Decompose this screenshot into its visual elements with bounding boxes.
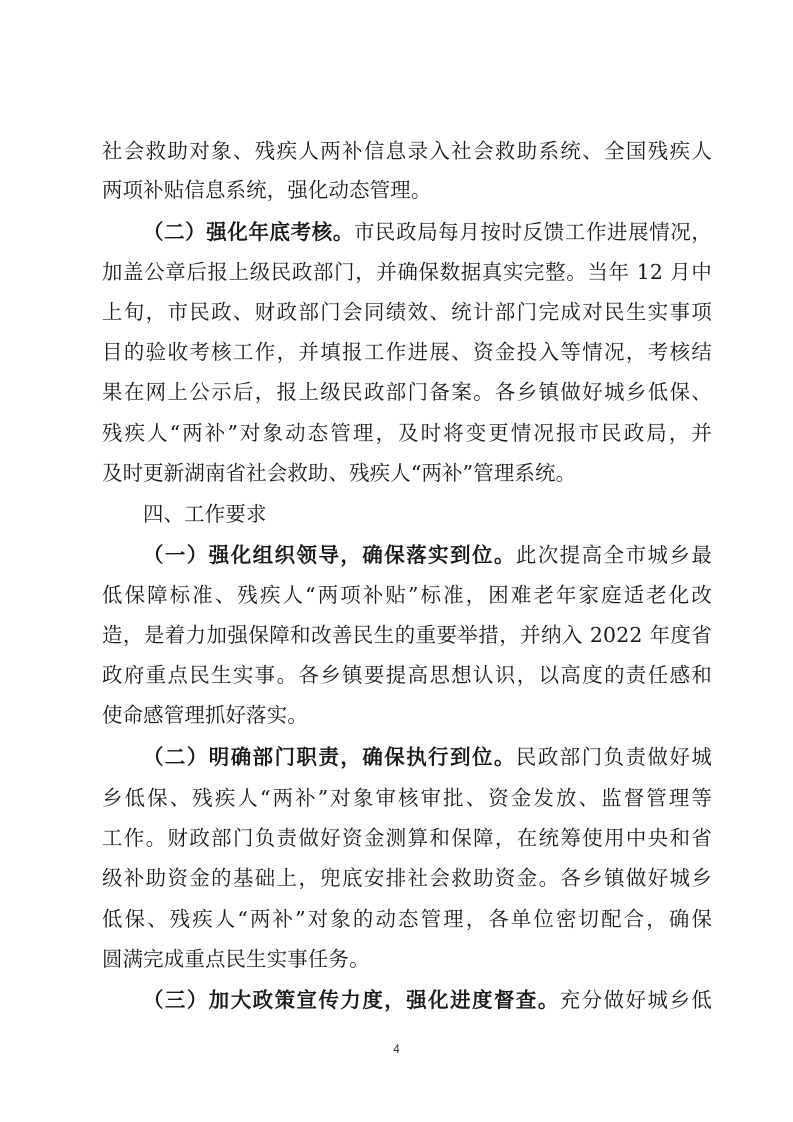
body-line: 上旬，市民政、财政部门会同绩效、统计部门完成对民生实事项	[102, 300, 712, 324]
subsection-2-heading-line: （二）强化年底考核。市民政局每月按时反馈工作进展情况，	[143, 220, 713, 244]
section-heading: 四、工作要求	[143, 502, 267, 526]
body-line: 残疾人“两补”对象动态管理，及时将变更情况报市民政局，并	[102, 421, 712, 445]
body-line: 果在网上公示后，报上级民政部门备案。各乡镇做好城乡低保、	[102, 380, 712, 404]
subsection-3-heading-line: （三）加大政策宣传力度，强化进度督查。充分做好城乡低	[143, 988, 712, 1012]
body-line: 目的验收考核工作，并填报工作进展、资金投入等情况，考核结	[102, 340, 712, 364]
body-line: 造，是着力加强保障和改善民生的重要举措，并纳入 2022 年度省	[102, 623, 712, 647]
body-line: 乡低保、残疾人“两补”对象审核审批、资金发放、监督管理等	[102, 786, 712, 810]
body-line: 低保障标准、残疾人“两项补贴”标准，困难老年家庭适老化改	[102, 583, 712, 607]
subsection-1-heading-line: （一）强化组织领导，确保落实到位。此次提高全市城乡最	[143, 543, 712, 567]
body-line: 两项补贴信息系统，强化动态管理。	[102, 178, 432, 202]
body-line: 圆满完成重点民生实事任务。	[102, 947, 370, 971]
body-line: 加盖公章后报上级民政部门，并确保数据真实完整。当年 12 月中	[102, 260, 712, 284]
body-line: 工作。财政部门负责做好资金测算和保障，在统筹使用中央和省	[102, 826, 712, 850]
body-line: 政府重点民生实事。各乡镇要提高思想认识，以高度的责任感和	[102, 663, 712, 687]
body-line: 低保、残疾人“两补”对象的动态管理，各单位密切配合，确保	[102, 907, 712, 931]
page-number: 4	[393, 1042, 400, 1056]
subsection-2b-heading-line: （二）明确部门职责，确保执行到位。民政部门负责做好城	[143, 745, 712, 769]
body-line: 及时更新湖南省社会救助、残疾人“两补”管理系统。	[102, 461, 577, 485]
body-line: 级补助资金的基础上，兜底安排社会救助资金。各乡镇做好城乡	[102, 866, 712, 890]
body-line: 使命感管理抓好落实。	[102, 703, 308, 727]
body-line: 社会救助对象、残疾人两补信息录入社会救助系统、全国残疾人	[102, 139, 712, 163]
